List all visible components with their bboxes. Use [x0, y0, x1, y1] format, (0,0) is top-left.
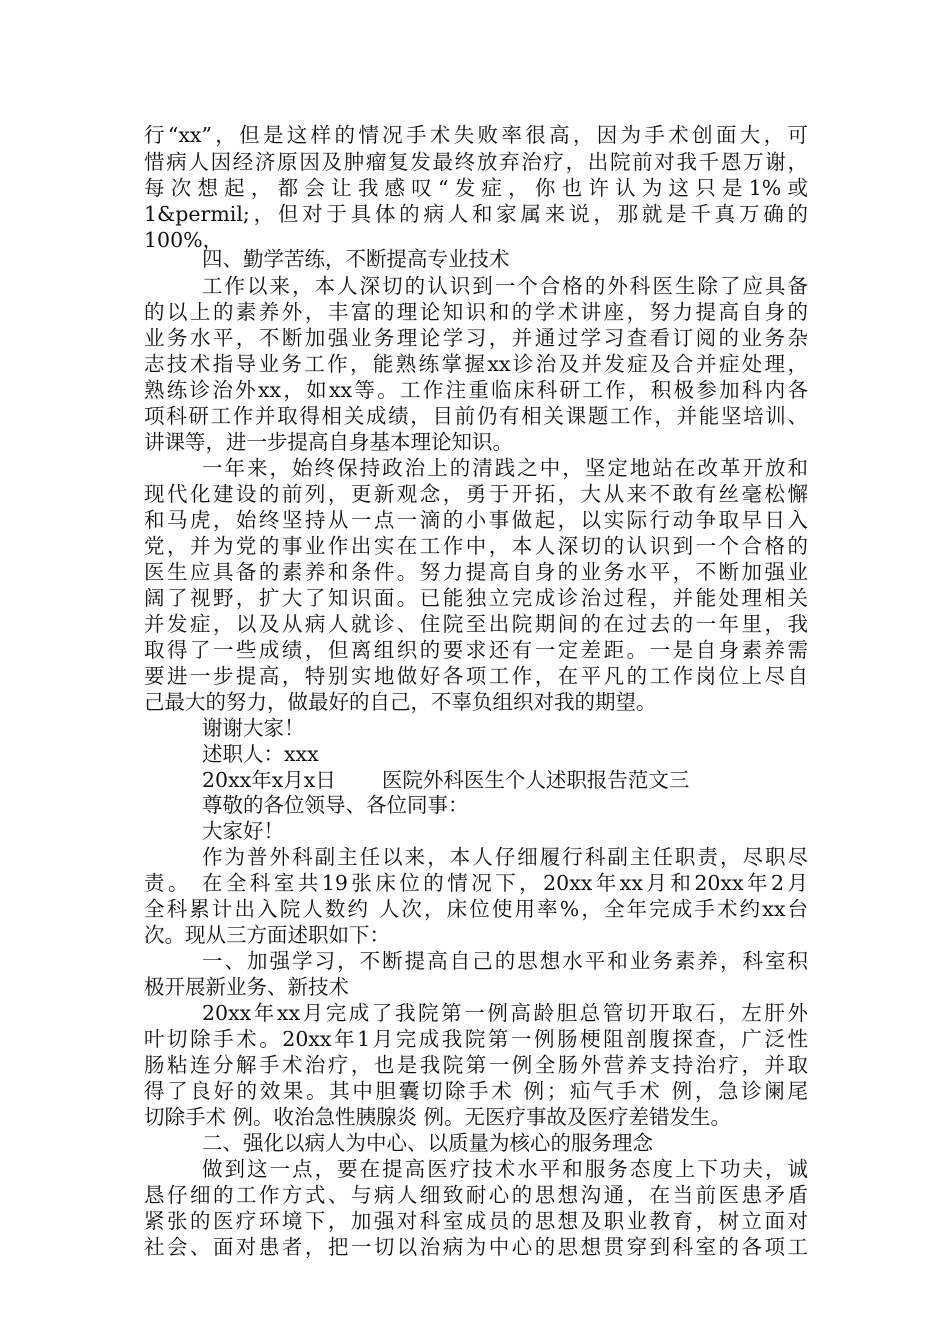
text-line: 要进一步提高，特别实地做好各项工作，在平凡的工作岗位上尽自	[144, 664, 808, 688]
text-line: 全科累计出入院人数约 人次，床位使用率%，全年完成手术约xx台	[144, 897, 808, 921]
text-line: 100%，	[144, 228, 224, 252]
text-line: 业务水平，不断加强业务理论学习，并通过学习查看订阅的业务杂	[144, 326, 808, 350]
text-line: 20xx年xx月完成了我院第一例高龄胆总管切开取石，左肝外	[202, 1001, 808, 1025]
text-line: 谢谢大家！	[202, 716, 305, 740]
text-line: 惜病人因经济原因及肿瘤复发最终放弃治疗，出院前对我千恩万谢，	[144, 150, 808, 174]
salutation: 尊敬的各位领导、各位同事：	[202, 793, 469, 817]
text-line: 行“xx”，但是这样的情况手术失败率很高，因为手术创面大，可	[144, 123, 808, 147]
signature-date-line	[202, 767, 689, 793]
text-line: 每次想起，都会让我感叹“发症，你也许认为这只是1%或	[144, 176, 808, 200]
text-line: 恳仔细的工作方式、与病人细致耐心的思想沟通，在当前医患矛盾	[144, 1183, 808, 1207]
text-line: 叶切除手术。20xx年1月完成我院第一例肠梗阻剖腹探查，广泛性	[144, 1027, 808, 1051]
section-heading: 二、强化以病人为中心、以质量为核心的服务理念	[202, 1131, 653, 1155]
section-heading: 一、加强学习，不断提高自己的思想水平和业务素养，科室积	[202, 949, 808, 973]
text-line: 得了良好的效果。其中胆囊切除手术 例；疝气手术 例，急诊阑尾	[144, 1079, 808, 1103]
text-line: 医生应具备的素养和条件。努力提高自身的业务水平，不断加强业	[144, 560, 808, 584]
text-line: 做到这一点，要在提高医疗技术水平和服务态度上下功夫，诚	[202, 1157, 808, 1181]
text-line: 次。现从三方面述职如下：	[144, 923, 390, 947]
text-line: 社会、面对患者，把一切以治病为中心的思想贯穿到科室的各项工	[144, 1235, 808, 1259]
text-line: 肠粘连分解手术治疗，也是我院第一例全肠外营养支持治疗，并取	[144, 1053, 808, 1077]
text-line: 极开展新业务、新技术	[144, 975, 349, 999]
text-line: 的以上的素养外，丰富的理论知识和的学术讲座，努力提高自身的	[144, 300, 808, 324]
text-line: 和马虎，始终坚持从一点一滴的小事做起，以实际行动争取早日入	[144, 508, 808, 532]
report-date: 20xx年x月x日	[202, 768, 336, 792]
text-line: 熟练诊治外xx，如xx等。工作注重临床科研工作，积极参加科内各	[144, 378, 808, 402]
text-line: 1&permil;，但对于具体的病人和家属来说，那就是千真万确的	[144, 202, 808, 226]
text-line: 紧张的医疗环境下，加强对科室成员的思想及职业教育，树立面对	[144, 1209, 808, 1233]
text-line: 述职人：xxx	[202, 742, 319, 766]
text-line: 党，并为党的事业作出实在工作中，本人深切的认识到一个合格的	[144, 534, 808, 558]
text-line: 项科研工作并取得相关成绩，目前仍有相关课题工作，并能坚培训、	[144, 404, 808, 428]
text-line: 责。 在全科室共19张床位的情况下，20xx年xx月和20xx年2月	[144, 871, 808, 895]
text-line: 现代化建设的前列，更新观念，勇于开拓，大从来不敢有丝毫松懈	[144, 482, 808, 506]
text-line: 取得了一些成绩，但离组织的要求还有一定差距。一是自身素养需	[144, 638, 808, 662]
next-report-title: 医院外科医生个人述职报告范文三	[381, 768, 690, 792]
text-line: 讲课等，进一步提高自身基本理论知识。	[144, 430, 513, 454]
text-line: 切除手术 例。收治急性胰腺炎 例。无医疗事故及医疗差错发生。	[144, 1105, 732, 1129]
text-line: 一年来，始终保持政治上的清践之中，坚定地站在改革开放和	[202, 456, 808, 480]
greeting: 大家好！	[202, 819, 284, 843]
section-heading: 四、勤学苦练，不断提高专业技术	[202, 247, 510, 271]
text-line: 志技术指导业务工作，能熟练掌握xx诊治及并发症及合并症处理，	[144, 352, 808, 376]
text-line: 阔了视野，扩大了知识面。已能独立完成诊治过程，并能处理相关	[144, 586, 808, 610]
text-line: 工作以来，本人深切的认识到一个合格的外科医生除了应具备	[202, 274, 808, 298]
text-line: 作为普外科副主任以来，本人仔细履行科副主任职责，尽职尽	[202, 845, 808, 869]
text-line: 并发症，以及从病人就诊、住院至出院期间的在过去的一年里，我	[144, 612, 808, 636]
text-line: 己最大的努力，做最好的自己，不辜负组织对我的期望。	[144, 690, 657, 714]
